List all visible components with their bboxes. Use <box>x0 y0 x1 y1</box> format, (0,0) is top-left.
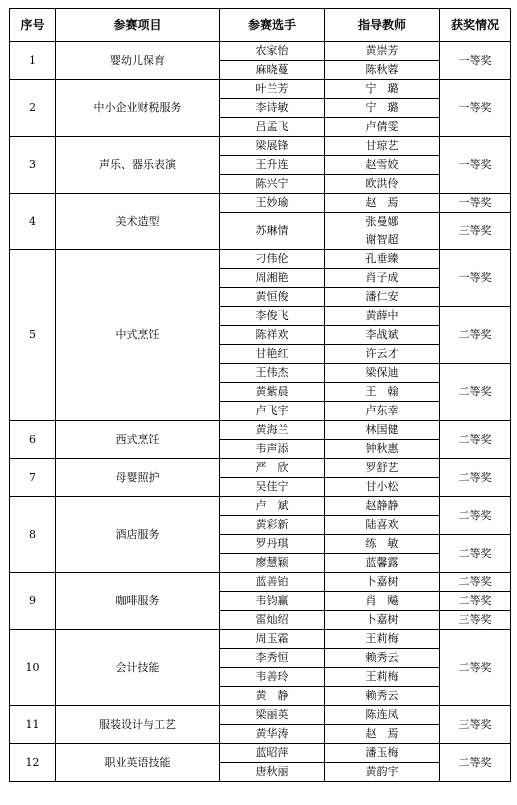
cell-no: 8 <box>10 497 56 573</box>
cell-student: 梁丽英 <box>220 706 325 725</box>
cell-teacher: 宁 璐 <box>325 99 440 118</box>
cell-teacher: 林国健 <box>325 421 440 440</box>
cell-student: 王妙瑜 <box>220 194 325 213</box>
cell-teacher: 赵静静 <box>325 497 440 516</box>
cell-teacher: 甘琼艺 <box>325 137 440 156</box>
cell-teacher: 甘小松 <box>325 478 440 497</box>
cell-project: 美术造型 <box>56 194 220 250</box>
cell-no: 1 <box>10 42 56 80</box>
cell-project: 中小企业财税服务 <box>56 80 220 137</box>
cell-teacher: 罗舒艺 <box>325 459 440 478</box>
cell-teacher: 卜嘉树 <box>325 573 440 592</box>
cell-teacher: 梁保迪 <box>325 364 440 383</box>
cell-student: 甘艳红 <box>220 345 325 364</box>
cell-student: 蓝昭萍 <box>220 744 325 763</box>
cell-student: 李俊飞 <box>220 307 325 326</box>
table-row <box>10 421 511 440</box>
cell-student: 韦钧赢 <box>220 592 325 611</box>
cell-student: 吕孟飞 <box>220 118 325 137</box>
cell-project: 酒店服务 <box>56 497 220 573</box>
cell-teacher <box>325 213 440 250</box>
cell-student: 韦善玲 <box>220 668 325 687</box>
cell-project: 咖啡服务 <box>56 573 220 630</box>
cell-student: 麻晓蔓 <box>220 61 325 80</box>
cell-no: 6 <box>10 421 56 459</box>
cell-teacher: 宁 璐 <box>325 80 440 99</box>
cell-student: 蓝善铂 <box>220 573 325 592</box>
cell-teacher: 卜嘉树 <box>325 611 440 630</box>
cell-teacher: 肖 飚 <box>325 592 440 611</box>
table-header <box>10 9 511 42</box>
cell-no: 12 <box>10 744 56 782</box>
cell-teacher: 王 翰 <box>325 383 440 402</box>
table-row <box>10 744 511 763</box>
cell-student: 黄海兰 <box>220 421 325 440</box>
cell-student: 黄华涛 <box>220 725 325 744</box>
cell-no: 3 <box>10 137 56 194</box>
cell-award: 二等奖 <box>440 497 511 535</box>
table-row <box>10 497 511 516</box>
cell-award: 二等奖 <box>440 744 511 782</box>
cell-award: 一等奖 <box>440 137 511 194</box>
teacher-name: 谢智超 <box>365 233 399 246</box>
cell-teacher: 欧洪伶 <box>325 175 440 194</box>
cell-student: 黄 静 <box>220 687 325 706</box>
cell-teacher: 孔垂臻 <box>325 250 440 269</box>
cell-student: 韦声添 <box>220 440 325 459</box>
cell-student: 黄紫晨 <box>220 383 325 402</box>
cell-teacher: 钟秋惠 <box>325 440 440 459</box>
cell-student: 梁展锋 <box>220 137 325 156</box>
cell-award: 一等奖 <box>440 80 511 137</box>
cell-no: 9 <box>10 573 56 630</box>
cell-award: 二等奖 <box>440 535 511 573</box>
table-row <box>10 250 511 269</box>
table-row <box>10 194 511 213</box>
cell-teacher: 黄韵宇 <box>325 763 440 782</box>
cell-award: 三等奖 <box>440 611 511 630</box>
cell-student: 黄彩新 <box>220 516 325 535</box>
teacher-name: 张曼娜 <box>365 215 399 228</box>
header-award: 获奖情况 <box>440 9 511 42</box>
cell-award: 三等奖 <box>440 706 511 744</box>
cell-student: 周玉霜 <box>220 630 325 649</box>
cell-project: 声乐、器乐表演 <box>56 137 220 194</box>
cell-teacher: 赖秀云 <box>325 687 440 706</box>
cell-no: 5 <box>10 250 56 421</box>
cell-award: 二等奖 <box>440 630 511 706</box>
cell-student: 罗丹琪 <box>220 535 325 554</box>
cell-teacher: 潘仁安 <box>325 288 440 307</box>
table-row <box>10 459 511 478</box>
cell-award: 二等奖 <box>440 573 511 592</box>
cell-teacher: 黄薛中 <box>325 307 440 326</box>
header-project: 参赛项目 <box>56 9 220 42</box>
table-row <box>10 630 511 649</box>
table-row <box>10 42 511 61</box>
cell-award: 一等奖 <box>440 250 511 307</box>
cell-student: 陈祥欢 <box>220 326 325 345</box>
cell-student: 王伟杰 <box>220 364 325 383</box>
cell-student: 卢 斌 <box>220 497 325 516</box>
cell-student: 陈兴宁 <box>220 175 325 194</box>
cell-award: 二等奖 <box>440 592 511 611</box>
cell-student: 周湘艳 <box>220 269 325 288</box>
cell-teacher: 潘玉梅 <box>325 744 440 763</box>
cell-award: 二等奖 <box>440 364 511 421</box>
cell-student: 刁伟伦 <box>220 250 325 269</box>
cell-project: 西式烹饪 <box>56 421 220 459</box>
header-no: 序号 <box>10 9 56 42</box>
cell-teacher: 赵雪姣 <box>325 156 440 175</box>
cell-project: 会计技能 <box>56 630 220 706</box>
table-row <box>10 137 511 156</box>
table-row <box>10 573 511 592</box>
cell-award: 二等奖 <box>440 459 511 497</box>
cell-teacher: 赖秀云 <box>325 649 440 668</box>
table-row <box>10 706 511 725</box>
header-row <box>10 9 511 42</box>
cell-teacher: 卢倩雯 <box>325 118 440 137</box>
cell-student: 叶兰芳 <box>220 80 325 99</box>
cell-teacher: 赵 焉 <box>325 194 440 213</box>
cell-student: 李诗敏 <box>220 99 325 118</box>
table-body <box>10 42 511 782</box>
cell-award: 二等奖 <box>440 307 511 364</box>
cell-teacher: 卢东幸 <box>325 402 440 421</box>
cell-student: 农家怡 <box>220 42 325 61</box>
cell-award: 一等奖 <box>440 42 511 80</box>
cell-student: 卢飞宇 <box>220 402 325 421</box>
cell-award: 二等奖 <box>440 421 511 459</box>
cell-teacher: 陈连凤 <box>325 706 440 725</box>
cell-teacher: 赵 焉 <box>325 725 440 744</box>
cell-student: 严 欣 <box>220 459 325 478</box>
cell-teacher: 蓝馨露 <box>325 554 440 573</box>
cell-student: 黄恒俊 <box>220 288 325 307</box>
cell-student: 吴佳宁 <box>220 478 325 497</box>
cell-no: 11 <box>10 706 56 744</box>
cell-student: 唐秋丽 <box>220 763 325 782</box>
cell-teacher: 陈秋蓉 <box>325 61 440 80</box>
cell-teacher: 肖子成 <box>325 269 440 288</box>
award-table <box>9 8 511 782</box>
cell-no: 2 <box>10 80 56 137</box>
cell-project: 职业英语技能 <box>56 744 220 782</box>
cell-project: 中式烹饪 <box>56 250 220 421</box>
cell-student: 雷灿绍 <box>220 611 325 630</box>
cell-no: 10 <box>10 630 56 706</box>
cell-student: 苏琳情 <box>220 213 325 250</box>
table-row <box>10 80 511 99</box>
cell-teacher: 黄崇芳 <box>325 42 440 61</box>
cell-award: 三等奖 <box>440 213 511 250</box>
cell-teacher: 陆喜欢 <box>325 516 440 535</box>
cell-teacher: 练 敏 <box>325 535 440 554</box>
cell-project: 服装设计与工艺 <box>56 706 220 744</box>
cell-project: 婴幼儿保育 <box>56 42 220 80</box>
header-student: 参赛选手 <box>220 9 325 42</box>
cell-student: 李秀恒 <box>220 649 325 668</box>
cell-project: 母婴照护 <box>56 459 220 497</box>
cell-no: 4 <box>10 194 56 250</box>
cell-student: 廖慧颖 <box>220 554 325 573</box>
cell-teacher: 许云才 <box>325 345 440 364</box>
cell-award: 一等奖 <box>440 194 511 213</box>
header-teacher: 指导教师 <box>325 9 440 42</box>
cell-no: 7 <box>10 459 56 497</box>
cell-teacher: 李战斌 <box>325 326 440 345</box>
cell-teacher: 王莉梅 <box>325 668 440 687</box>
cell-teacher: 王莉梅 <box>325 630 440 649</box>
cell-student: 王升连 <box>220 156 325 175</box>
